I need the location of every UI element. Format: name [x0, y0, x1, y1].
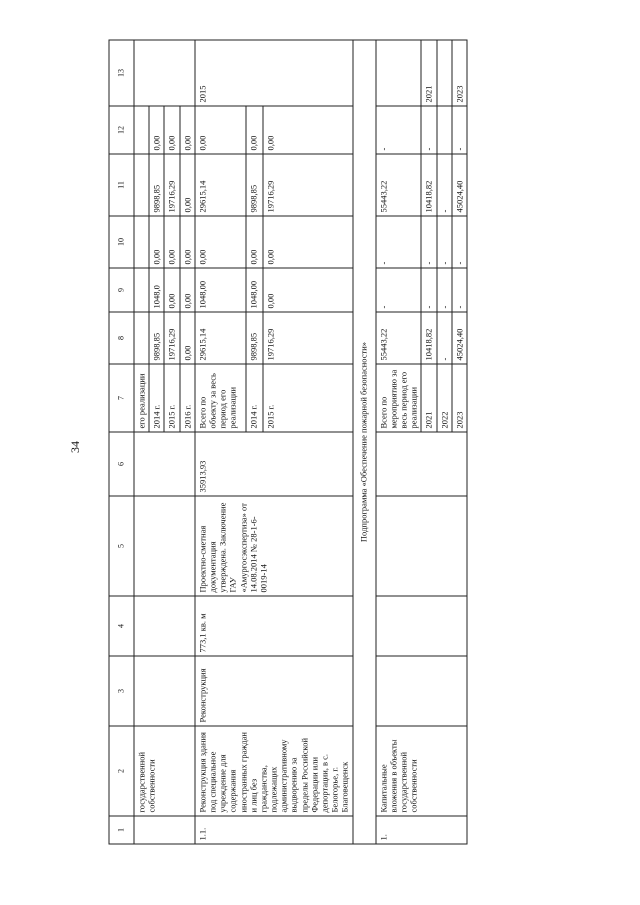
period-cell: Всего по объекту за весь период его реализации [194, 364, 245, 432]
value-cell: 0,00 [179, 268, 194, 312]
value-cell: 19716,29 [262, 312, 352, 364]
value-cell: 0,00 [245, 106, 262, 154]
page-number: 34 [68, 441, 82, 453]
table-cell [134, 154, 149, 216]
value-cell: 0,00 [245, 216, 262, 268]
subprogram-title: Подпрограмма «Обеспечение пожарной безопасности» [352, 40, 375, 844]
table-cell [134, 40, 195, 106]
table-cell [134, 816, 195, 844]
value-cell: 55443,22 [375, 312, 421, 364]
documentation-cell: Проектно-сметная документация утверждена. Заключение ГАУ «Амургосэкспертиза» от 14.08.2014 № 28-1-6-0019-14 [194, 496, 352, 596]
completion-year-cell: 2015 [194, 40, 352, 106]
documentation-cell [375, 496, 466, 596]
value-cell: 0,00 [164, 216, 179, 268]
header-cell: 5 [109, 496, 134, 596]
value-cell: 19716,29 [262, 154, 352, 216]
value-cell: 55443,22 [375, 154, 421, 216]
header-cell: 2 [109, 726, 134, 816]
completion-year-cell [436, 40, 451, 106]
value-cell: 9898,85 [149, 312, 164, 364]
year-cell: 2014 г. [149, 364, 164, 432]
year-cell: 2023 [451, 364, 466, 432]
value-cell: 1048,0 [149, 268, 164, 312]
value-cell: - [375, 216, 421, 268]
object-name-cell: Реконструкция здания под специальное учреждение для содержания иностранных граждан и лиц без гражданства, подлежащих административному выдворению за пределы Российской Федерации или депортации, в с. Белогорье, г. Благовещенск [194, 726, 352, 816]
value-cell: - [421, 216, 436, 268]
value-cell: 19716,29 [164, 154, 179, 216]
value-cell: - [436, 268, 451, 312]
value-cell: 9898,85 [245, 312, 262, 364]
value-cell: - [375, 106, 421, 154]
header-cell: 3 [109, 656, 134, 726]
completion-year-cell: 2021 [421, 40, 436, 106]
year-cell: 2022 [436, 364, 451, 432]
table-row [134, 40, 149, 844]
period-cell: его реализации [134, 364, 149, 432]
value-cell: 0,00 [194, 216, 245, 268]
table-row [194, 40, 245, 844]
value-cell: 29615,14 [194, 312, 245, 364]
header-cell: 10 [109, 216, 134, 268]
table-cell [134, 216, 149, 268]
value-cell: - [421, 268, 436, 312]
value-cell: - [436, 154, 451, 216]
value-cell: 19716,29 [164, 312, 179, 364]
item-number-cell: 1. [375, 816, 466, 844]
table-cell [134, 106, 149, 154]
work-type-cell [375, 656, 466, 726]
table-sheet [108, 40, 640, 844]
year-cell: 2016 г. [179, 364, 194, 432]
value-cell: 0,00 [179, 312, 194, 364]
value-cell: 0,00 [179, 216, 194, 268]
completion-year-cell [375, 40, 421, 106]
value-cell: 0,00 [164, 268, 179, 312]
object-name-cell: Капитальные вложения в объекты государственной собственности [375, 726, 466, 816]
value-cell: - [451, 106, 466, 154]
header-cell: 6 [109, 432, 134, 496]
value-cell: - [436, 216, 451, 268]
value-cell: 0,00 [149, 216, 164, 268]
year-cell: 2021 [421, 364, 436, 432]
value-cell: 9898,85 [245, 154, 262, 216]
table-cell [134, 268, 149, 312]
capacity-cell: 773,1 кв. м [194, 596, 352, 656]
value-cell: - [436, 312, 451, 364]
completion-year-cell: 2023 [451, 40, 466, 106]
header-cell: 8 [109, 312, 134, 364]
value-cell: 45024,40 [451, 154, 466, 216]
table-cell [134, 312, 149, 364]
value-cell: 1048,00 [194, 268, 245, 312]
header-cell: 13 [109, 40, 134, 106]
value-cell: 9898,85 [149, 154, 164, 216]
value-cell: 29615,14 [194, 154, 245, 216]
value-cell: 0,00 [262, 216, 352, 268]
capacity-cell [375, 596, 466, 656]
header-cell: 11 [109, 154, 134, 216]
value-cell: 45024,40 [451, 312, 466, 364]
value-cell: 0,00 [179, 154, 194, 216]
value-cell: 0,00 [164, 106, 179, 154]
value-cell: - [451, 216, 466, 268]
value-cell: 0,00 [262, 106, 352, 154]
object-name-cell: государственной собственности [134, 726, 195, 816]
header-cell: 12 [109, 106, 134, 154]
work-type-cell: Реконструкция [194, 656, 352, 726]
value-cell: 10418,82 [421, 154, 436, 216]
year-cell: 2015 г. [164, 364, 179, 432]
investment-table [108, 39, 467, 844]
value-cell: - [451, 268, 466, 312]
header-cell: 7 [109, 364, 134, 432]
estimated-cost-cell: 35913,93 [194, 432, 352, 496]
value-cell: - [375, 268, 421, 312]
table-row [375, 40, 421, 844]
table-row [352, 40, 375, 844]
header-row [109, 40, 134, 844]
table-cell [134, 656, 195, 726]
period-cell: Всего по мероприятию за весь период его реализации [375, 364, 421, 432]
estimated-cost-cell [375, 432, 466, 496]
year-cell: 2015 г. [262, 364, 352, 432]
header-cell: 9 [109, 268, 134, 312]
value-cell: - [421, 106, 436, 154]
item-number-cell: 1.1. [194, 816, 352, 844]
value-cell: 10418,82 [421, 312, 436, 364]
table-cell [134, 432, 195, 496]
year-cell: 2014 г. [245, 364, 262, 432]
value-cell: 1048,00 [245, 268, 262, 312]
header-cell: 1 [109, 816, 134, 844]
table-cell [134, 596, 195, 656]
value-cell: 0,00 [149, 106, 164, 154]
header-cell: 4 [109, 596, 134, 656]
value-cell: 0,00 [179, 106, 194, 154]
table-cell [134, 496, 195, 596]
value-cell: 0,00 [262, 268, 352, 312]
value-cell: 0,00 [194, 106, 245, 154]
value-cell [436, 106, 451, 154]
